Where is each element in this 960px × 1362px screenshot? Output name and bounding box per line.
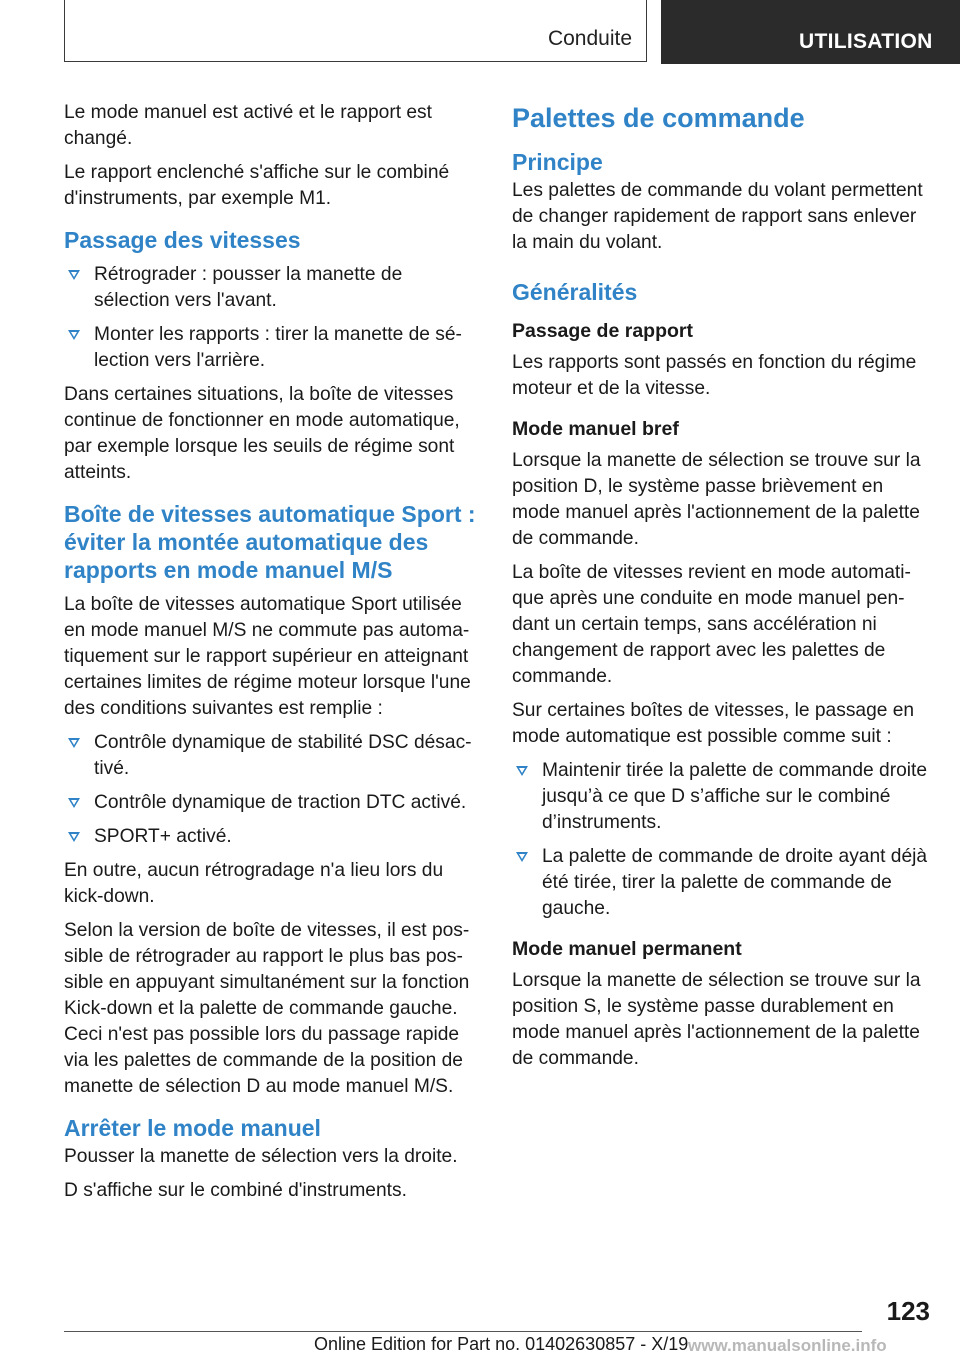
- footer-divider: [64, 1331, 862, 1332]
- list-item: Monter les rapports : tirer la manette de sélection vers l'arrière.: [64, 322, 482, 374]
- triangle-bullet-icon: [68, 798, 80, 808]
- right-column: [512, 100, 930, 1080]
- intro-paragraph-2: Le rapport enclenché s'affiche sur le combiné d'instruments, par exemple M1.: [64, 162, 450, 209]
- list-item: La palette de commande de droite ayant déjà été tirée, tirer la palette de commande de gauche.: [512, 844, 930, 922]
- chapter-label: Conduite: [547, 27, 632, 50]
- page-header: [64, 0, 960, 64]
- bref-paragraph-2: La boîte de vitesses revient en mode automatique après une conduite en mode manuel pendant un certain temps, sans accélération ni changement de rapport avec les palettes de commande.: [512, 562, 911, 687]
- sport-bullet-list: [64, 730, 482, 850]
- triangle-bullet-icon: [516, 766, 528, 776]
- edition-text: Online Edition for Part no. 01402630857 - X/19: [314, 1334, 689, 1354]
- triangle-bullet-icon: [68, 270, 80, 280]
- page-number: 123: [886, 1296, 930, 1326]
- watermark-text: www.manualsonline.info: [688, 1336, 887, 1355]
- triangle-bullet-icon: [68, 330, 80, 340]
- passage-rapport-paragraph: Les rapports sont passés en fonction du régime moteur et de la vitesse.: [512, 352, 917, 399]
- principe-paragraph: Les palettes de commande du volant permettent de changer rapidement de rapport sans enlever la main du volant.: [512, 180, 923, 253]
- section-label: UTILISATION: [799, 30, 933, 53]
- section-tab: [661, 0, 960, 64]
- list-item: Maintenir tirée la palette de commande droite jusqu’à ce que D s’affiche sur le combiné d’instruments.: [512, 758, 930, 836]
- chapter-tab: [64, 0, 647, 62]
- bref-paragraph-3: Sur certaines boîtes de vitesses, le passage en mode automatique est possible comme suit :: [512, 700, 915, 747]
- list-item: Rétrograder : pousser la manette de sélection vers l'avant.: [64, 262, 482, 314]
- heading-boite-sport: Boîte de vitesses automatique Sport : éviter la montée automatique des rapports en mode manuel M/S: [64, 501, 476, 583]
- heading-generalites: Généralités: [512, 279, 638, 305]
- list-item: SPORT+ activé.: [64, 824, 482, 850]
- bref-bullet-list: [512, 758, 930, 922]
- sport-paragraph: La boîte de vitesses automatique Sport utilisée en mode manuel M/S ne commute pas automatiquement sur le rapport supérieur en atteignant certaines limites de régime moteur lorsque l'une des conditions suivantes est remplie :: [64, 594, 471, 719]
- bref-paragraph-1: Lorsque la manette de sélection se trouve sur la position D, le système passe brièvement en mode manuel après l'actionnement de la palette de commande.: [512, 450, 921, 549]
- stop-paragraph-1: Pousser la manette de sélection vers la droite.: [64, 1146, 458, 1167]
- sport-paragraph-3: Selon la version de boîte de vitesses, il est possible de rétrograder au rapport le plus bas possible en appuyant simultanément sur la fonction Kick-down et la palette de commande gauche. Ceci n'est pas possible lors du passage rapide via les palettes de commande de la position de manette de sélection D au mode manuel M/S.: [64, 920, 470, 1097]
- passage-paragraph: Dans certaines situations, la boîte de vitesses continue de fonctionner en mode automatique, par exemple lorsque les seuils de régime sont atteints.: [64, 384, 460, 483]
- heading-mode-manuel-permanent: Mode manuel permanent: [512, 938, 742, 960]
- list-item: Contrôle dynamique de traction DTC activé.: [64, 790, 482, 816]
- triangle-bullet-icon: [68, 738, 80, 748]
- heading-passage-vitesses: Passage des vitesses: [64, 227, 301, 253]
- permanent-paragraph: Lorsque la manette de sélection se trouve sur la position S, le système passe durablement en mode manuel après l'actionnement de la palette de commande.: [512, 970, 921, 1069]
- heading-palettes-commande: Palettes de commande: [512, 103, 805, 133]
- heading-arreter-mode-manuel: Arrêter le mode manuel: [64, 1115, 321, 1141]
- heading-principe: Principe: [512, 149, 603, 175]
- stop-paragraph-2: D s'affiche sur le combiné d'instruments.: [64, 1180, 407, 1201]
- triangle-bullet-icon: [68, 832, 80, 842]
- heading-mode-manuel-bref: Mode manuel bref: [512, 418, 679, 440]
- sport-paragraph-2: En outre, aucun rétrogradage n'a lieu lors du kick-down.: [64, 860, 444, 907]
- list-item: Contrôle dynamique de stabilité DSC désactivé.: [64, 730, 482, 782]
- triangle-bullet-icon: [516, 852, 528, 862]
- left-column: [64, 100, 482, 1212]
- heading-passage-rapport: Passage de rapport: [512, 320, 693, 342]
- passage-bullet-list: [64, 262, 482, 374]
- intro-paragraph-1: Le mode manuel est activé et le rapport est changé.: [64, 102, 432, 149]
